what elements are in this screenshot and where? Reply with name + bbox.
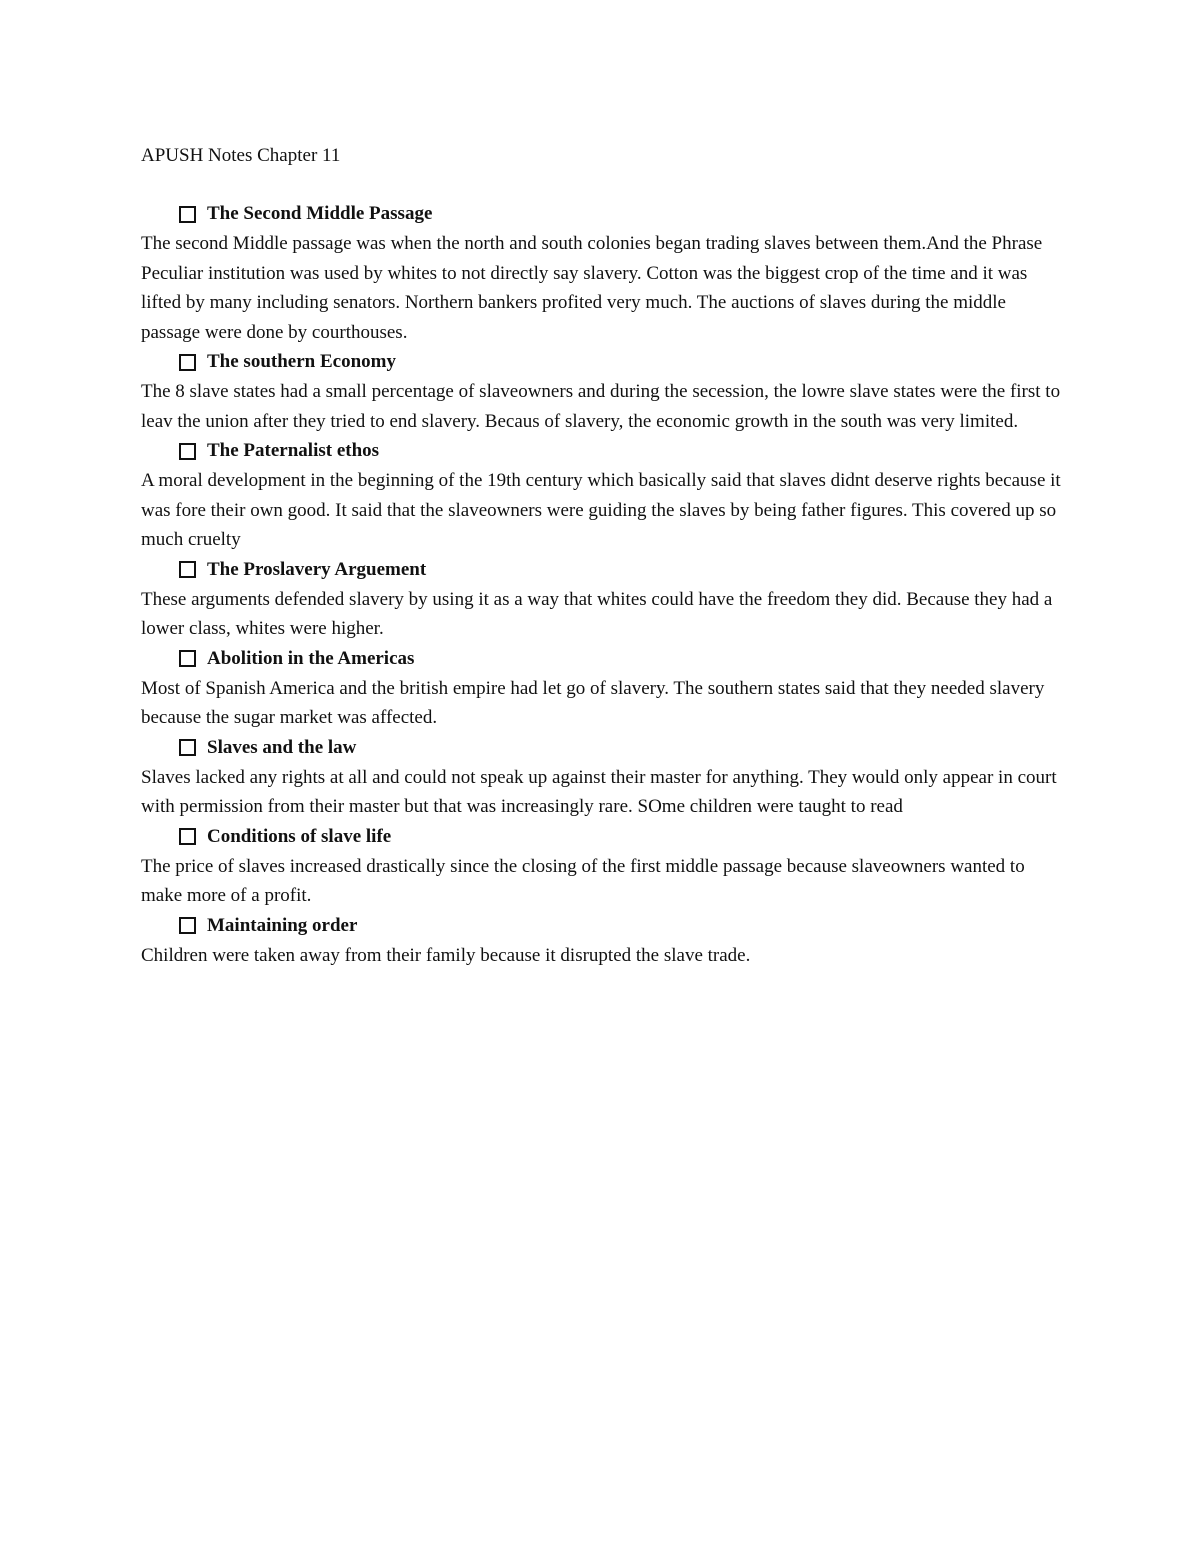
section-abolition-americas — [141, 644, 1061, 733]
section-heading — [179, 911, 1061, 941]
document-title: APUSH Notes Chapter 11 — [141, 145, 341, 166]
section-heading-text: Conditions of slave life — [207, 825, 392, 847]
checkbox-icon[interactable] — [179, 650, 196, 667]
section-heading-text: Abolition in the Americas — [207, 647, 415, 669]
section-conditions-slave-life — [141, 822, 1061, 911]
section-heading — [179, 555, 1061, 585]
section-heading — [179, 733, 1061, 763]
section-body: A moral development in the beginning of the 19th century which basically said that slaves didnt deserve rights because it was fore their own good. It said that the slaveowners were guiding the slaves by being father figures. This covered up so much cruelty — [141, 470, 1061, 550]
section-body: These arguments defended slavery by using it as a way that whites could have the freedom they did. Because they had a lower class, whites were higher. — [141, 588, 1053, 639]
section-heading-text: The Proslavery Arguement — [207, 558, 427, 580]
section-body: The second Middle passage was when the north and south colonies began trading slaves between them.And the Phrase Peculiar institution was used by whites to not directly say slavery. Cotton was the biggest crop of the time and it was lifted by many including senators. Northern bankers profited very much. The auctions of slaves during the middle passage were done by courthouses. — [141, 233, 1043, 343]
checkbox-icon[interactable] — [179, 561, 196, 578]
section-heading — [179, 347, 1061, 377]
section-paternalist-ethos — [141, 436, 1061, 555]
section-heading-text: Maintaining order — [207, 914, 358, 936]
section-southern-economy — [141, 347, 1061, 436]
checkbox-icon[interactable] — [179, 917, 196, 934]
section-heading — [179, 199, 1061, 229]
checkbox-icon[interactable] — [179, 206, 196, 223]
section-body: The 8 slave states had a small percentage of slaveowners and during the secession, the lowre slave states were the first to leav the union after they tried to end slavery. Becaus of slavery, the economic growth in the south was very limited. — [141, 381, 1061, 432]
checkbox-icon[interactable] — [179, 828, 196, 845]
section-heading-text: The southern Economy — [207, 351, 396, 372]
section-body: Slaves lacked any rights at all and could not speak up against their master for anything. They would only appear in court with permission from their master but that was increasingly rare. SOme children were taught to read — [141, 766, 1057, 817]
section-proslavery-arguement — [141, 555, 1061, 644]
section-heading-text: Slaves and the law — [207, 736, 357, 758]
checkbox-icon[interactable] — [179, 443, 196, 460]
section-second-middle-passage — [141, 199, 1061, 347]
section-heading — [179, 644, 1061, 674]
section-body: Most of Spanish America and the british empire had let go of slavery. The southern states said that they needed slavery because the sugar market was affected. — [141, 677, 1045, 728]
section-heading-text: The Paternalist ethos — [207, 440, 380, 461]
section-body: The price of slaves increased drastically since the closing of the first middle passage because slaveowners wanted to make more of a profit. — [141, 855, 1025, 906]
checkbox-icon[interactable] — [179, 739, 196, 756]
document-page — [141, 141, 1061, 970]
section-body: Children were taken away from their family because it disrupted the slave trade. — [141, 944, 751, 966]
section-slaves-and-law — [141, 733, 1061, 822]
section-heading — [179, 436, 1061, 466]
section-heading — [179, 822, 1061, 852]
section-maintaining-order — [141, 911, 1061, 971]
section-heading-text: The Second Middle Passage — [207, 203, 433, 224]
checkbox-icon[interactable] — [179, 354, 196, 371]
